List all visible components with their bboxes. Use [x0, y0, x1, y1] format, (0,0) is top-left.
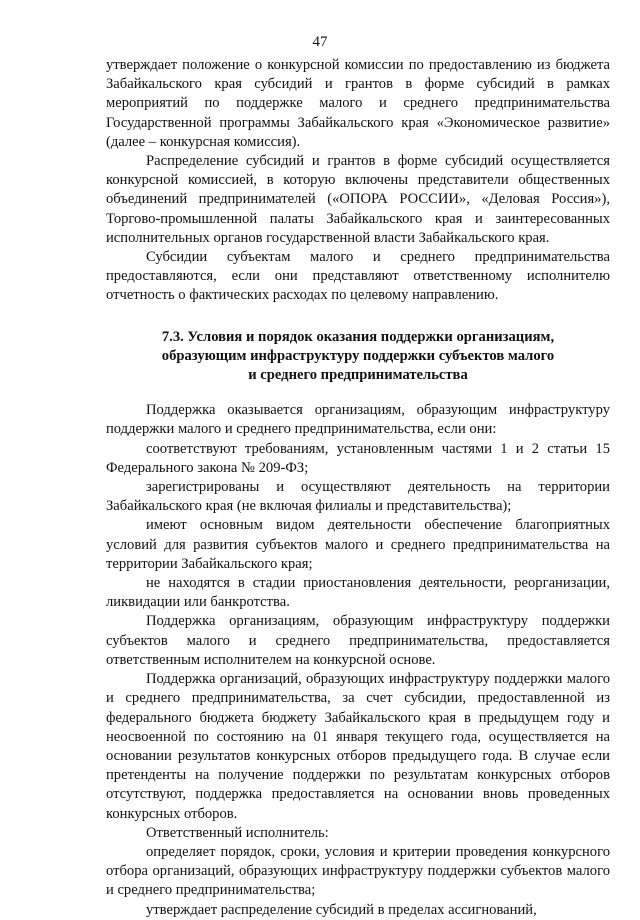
paragraph: Субсидии субъектам малого и среднего предпринимательства предоставляются, если они представляют ответственному исполнителю отчетность о фактических расходах по целевому направлению. — [106, 249, 610, 304]
list-item: зарегистрированы и осуществляют деятельность на территории Забайкальского края (не включая филиалы и представительства); — [106, 479, 610, 515]
paragraph: Поддержка организациям, образующим инфраструктуру поддержки субъектов малого и среднего предпринимательства, предоставляется ответственным исполнителем на конкурсной основе. — [106, 613, 610, 668]
paragraph: Поддержка организаций, образующих инфраструктуру поддержки малого и среднего предпринимательства, за счет субсидии, предоставленной из федерального бюджета бюджету Забайкальского края в предыдущем году и неосвоенной по состоянию на 01 января текущего года, осуществляется на основании результатов конкурсных отборов предыдущего года. В случае если претенденты на получение поддержки по результатам конкурсных отборов отсутствуют, поддержка предоставляется на основании вновь проведенных конкурсных отборов. — [106, 671, 610, 822]
paragraph: Ответственный исполнитель: — [146, 824, 329, 841]
list-item: имеют основным видом деятельности обеспечение благоприятных условий для развития субъектов малого и среднего предпринимательства на территории Забайкальского края; — [106, 517, 610, 572]
section-heading-line: образующим инфраструктуру поддержки субъектов малого — [161, 347, 555, 364]
paragraph-continued: утверждает положение о конкурсной комиссии по предоставлению из бюджета Забайкальского края субсидий и грантов в форме субсидий в рамках мероприятий по поддержке малого и среднего предпринимательства Государственной программы Забайкальского края «Экономическое развитие» (далее – конкурсная комиссия). — [106, 57, 610, 150]
list-item: не находятся в стадии приостановления деятельности, реорганизации, ликвидации или банкротства. — [106, 575, 610, 611]
section-heading — [106, 328, 610, 386]
list-item: соответствуют требованиям, установленным частями 1 и 2 статьи 15 Федерального закона № 209-ФЗ; — [106, 440, 610, 476]
document-body — [106, 56, 610, 920]
section-heading-line: и среднего предпринимательства — [248, 367, 468, 384]
page-number: 47 — [312, 34, 328, 50]
paragraph: Распределение субсидий и грантов в форме субсидий осуществляется конкурсной комиссией, в которую включены представители общественных объединений предпринимателей («ОПОРА РОССИИ», «Деловая Россия»), Торгово-промышленной палаты Забайкальского края и заинтересованных исполнительных органов государственной власти Забайкальского края. — [106, 153, 610, 246]
list-item: утверждает распределение субсидий в пределах ассигнований, — [146, 901, 537, 918]
section-heading-line: 7.3. Условия и порядок оказания поддержки организациям, — [161, 328, 555, 345]
paragraph: Поддержка оказывается организациям, образующим инфраструктуру поддержки малого и среднего предпринимательства, если они: — [106, 402, 610, 438]
list-item: определяет порядок, сроки, условия и критерии проведения конкурсного отбора организаций, образующих инфраструктуру поддержки субъектов малого и среднего предпринимательства; — [106, 843, 610, 899]
